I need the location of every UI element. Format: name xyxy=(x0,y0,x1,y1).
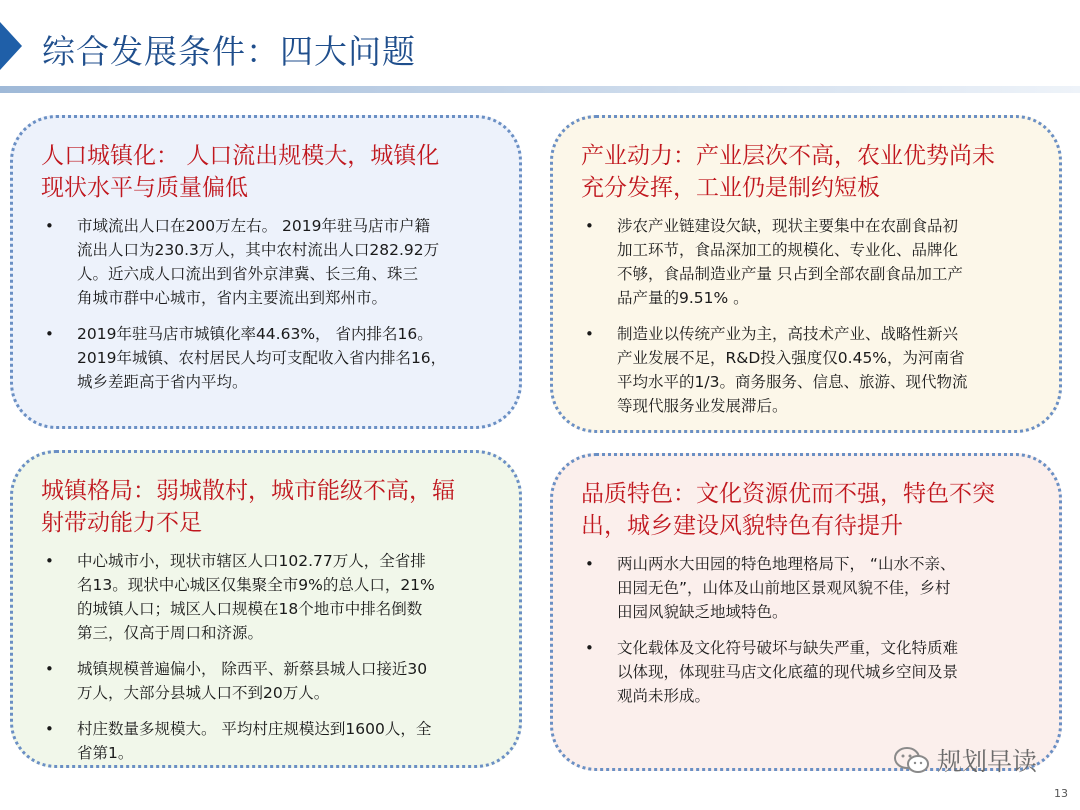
bullet-dot-icon: • xyxy=(585,555,594,573)
bullet-text: 城镇规模普遍偏小， 除西平、新蔡县城人口接近30 万人，大部分县城人口不到20万人。 xyxy=(77,660,428,702)
bullet-list xyxy=(41,214,493,394)
wechat-watermark xyxy=(893,742,1037,778)
bullet-text: 文化载体及文化符号破坏与缺失严重，文化特质难 以体现，体现驻马店文化底蕴的现代城乡空间及景 观尚未形成。 xyxy=(617,639,959,705)
bullet-list xyxy=(581,214,1033,418)
bullet-dot-icon: • xyxy=(585,639,594,657)
list-item xyxy=(41,657,493,705)
list-item xyxy=(581,636,1033,708)
bullet-text: 两山两水大田园的特色地理格局下， “山水不亲、 田园无色”，山体及山前地区景观风貌不佳，乡村 田园风貌缺乏地域特色。 xyxy=(617,555,956,621)
bullet-dot-icon: • xyxy=(585,325,594,343)
list-item xyxy=(581,214,1033,310)
panel-urban-pattern xyxy=(10,450,522,768)
panel-population-urbanization xyxy=(10,115,522,429)
bullet-dot-icon: • xyxy=(45,552,54,570)
bullet-dot-icon: • xyxy=(45,325,54,343)
page-number: 13 xyxy=(1054,787,1068,800)
wechat-icon xyxy=(893,745,931,775)
list-item xyxy=(41,214,493,310)
bullet-dot-icon: • xyxy=(45,217,54,235)
bullet-dot-icon: • xyxy=(585,217,594,235)
bullet-dot-icon: • xyxy=(45,660,54,678)
bullet-text: 村庄数量多规模大。 平均村庄规模达到1600人，全 省第1。 xyxy=(77,720,432,762)
bullet-text: 市域流出人口在200万左右。 2019年驻马店市户籍 流出人口为230.3万人，其中农村流出人口282.92万 人。近六成人口流出到省外京津冀、长三角、珠三 角城市群中心城市，省内主要流出到郑州市。 xyxy=(77,217,440,307)
watermark-text: 规划早读 xyxy=(937,747,1038,776)
panel-quality-character xyxy=(550,453,1062,771)
page-title: 综合发展条件：四大问题 xyxy=(42,32,416,71)
panel-heading: 品质特色：文化资源优而不强，特色不突 出，城乡建设风貌特色有待提升 xyxy=(581,481,995,539)
bullet-list xyxy=(581,552,1033,708)
bullet-text: 制造业以传统产业为主，高技术产业、战略性新兴 产业发展不足，R&D投入强度仅0.45%，为河南省 平均水平的1/3。商务服务、信息、旅游、现代物流 等现代服务业发展滞后。 xyxy=(617,325,968,415)
bullet-list xyxy=(41,549,493,765)
bullet-dot-icon: • xyxy=(45,720,54,738)
list-item xyxy=(581,322,1033,418)
bullet-text: 中心城市小，现状市辖区人口102.77万人，全省排 名13。现状中心城区仅集聚全市9%的总人口，21% 的城镇人口；城区人口规模在18个地市中排名倒数 第三，仅高于周口和济源。 xyxy=(77,552,435,642)
bullet-text: 涉农产业链建设欠缺，现状主要集中在农副食品初 加工环节，食品深加工的规模化、专业化、品牌化 不够，食品制造业产量 只占到全部农副食品加工产 品产量的9.51% 。 xyxy=(617,217,963,307)
title-divider xyxy=(0,86,1080,93)
panel-industry-dynamics xyxy=(550,115,1062,433)
panel-heading: 城镇格局：弱城散村，城市能级不高，辐 射带动能力不足 xyxy=(41,478,455,536)
list-item xyxy=(581,552,1033,624)
panel-heading: 人口城镇化： 人口流出规模大，城镇化 现状水平与质量偏低 xyxy=(41,143,440,201)
list-item xyxy=(41,717,493,765)
bullet-text: 2019年驻马店市城镇化率44.63%， 省内排名16。 2019年城镇、农村居民人均可支配收入省内排名16， 城乡差距高于省内平均。 xyxy=(77,325,447,391)
title-corner-triangle xyxy=(0,22,22,70)
panel-heading: 产业动力：产业层次不高，农业优势尚未 充分发挥，工业仍是制约短板 xyxy=(581,143,995,201)
list-item xyxy=(41,549,493,645)
list-item xyxy=(41,322,493,394)
